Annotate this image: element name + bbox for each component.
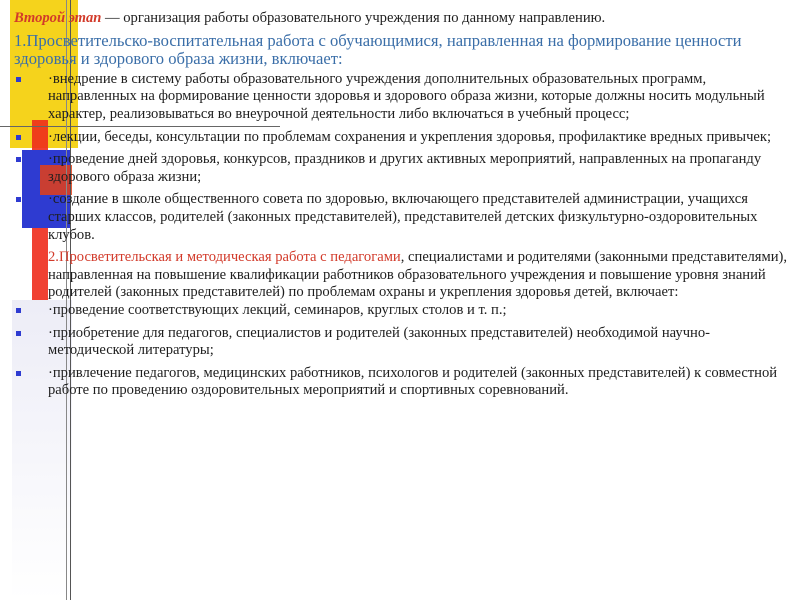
bullet-icon — [16, 157, 21, 162]
section1-title: 1.Просветительско-воспитательная работа с обучающимися, направленная на формирование ценности здоровья и здорового образа жизни, включает: — [14, 30, 742, 69]
section2-list — [14, 302, 794, 400]
heading-text: — организация работы образовательного учреждения по данному направлению. — [101, 10, 606, 26]
list-item-text: ·проведение соответствующих лекций, семинаров, круглых столов и т. п.; — [48, 301, 507, 318]
section2-title — [14, 249, 794, 302]
bullet-icon — [16, 77, 21, 82]
list-item-text: ·привлечение педагогов, медицинских работников, психологов и родителей (законных представителей) к совместной работе по проведению оздоровительных мероприятий и спортивных соревнований. — [48, 364, 778, 399]
list-item — [14, 325, 794, 360]
list-item-text: ·приобретение для педагогов, специалистов и родителей (законных представителей) необходимой научно-методической литературы; — [48, 324, 711, 359]
slide-content — [14, 10, 794, 405]
list-item — [14, 302, 794, 320]
list-item-text: ·лекции, беседы, консультации по проблемам сохранения и укрепления здоровья, профилактике вредных привычек; — [48, 128, 772, 145]
slide-heading — [14, 10, 794, 28]
section2-title-rest: , специалистами и родителями (законными представителями), направленная на повышение квалификации работников образовательного учреждения и повышение уровня знаний родителей (законных представителей) по проблемам охраны и укрепления здоровья детей, включает: — [48, 249, 788, 301]
list-item-text: ·проведение дней здоровья, конкурсов, праздников и других активных мероприятий, направленных на пропаганду здорового образа жизни; — [48, 151, 762, 185]
section2-title-red: 2.Просветительская и методическая работа с педагогами — [48, 249, 401, 266]
bullet-icon — [16, 331, 21, 336]
section1-list — [14, 71, 794, 244]
list-item — [14, 365, 794, 400]
list-item-text: ·внедрение в систему работы образовательного учреждения дополнительных образовательных программ, направленных на формирование ценности здоровья и здорового образа жизни, которые должны носить модульный характер, реализовываться во внеурочной деятельности либо включаться в учебный процесс; — [48, 70, 765, 122]
bullet-icon — [16, 197, 21, 202]
list-item — [14, 129, 794, 147]
heading-emphasis: Второй этап — [14, 10, 102, 26]
list-item — [14, 151, 794, 186]
list-item — [14, 191, 794, 244]
bullet-icon — [16, 308, 21, 313]
bullet-icon — [16, 371, 21, 376]
bullet-icon — [16, 135, 21, 140]
list-item-text: ·создание в школе общественного совета по здоровью, включающего представителей администрации, учащихся старших классов, родителей (законных представителей), представителей детских физкультурно-оздоровительных клубов. — [48, 191, 758, 243]
list-item — [14, 71, 794, 124]
